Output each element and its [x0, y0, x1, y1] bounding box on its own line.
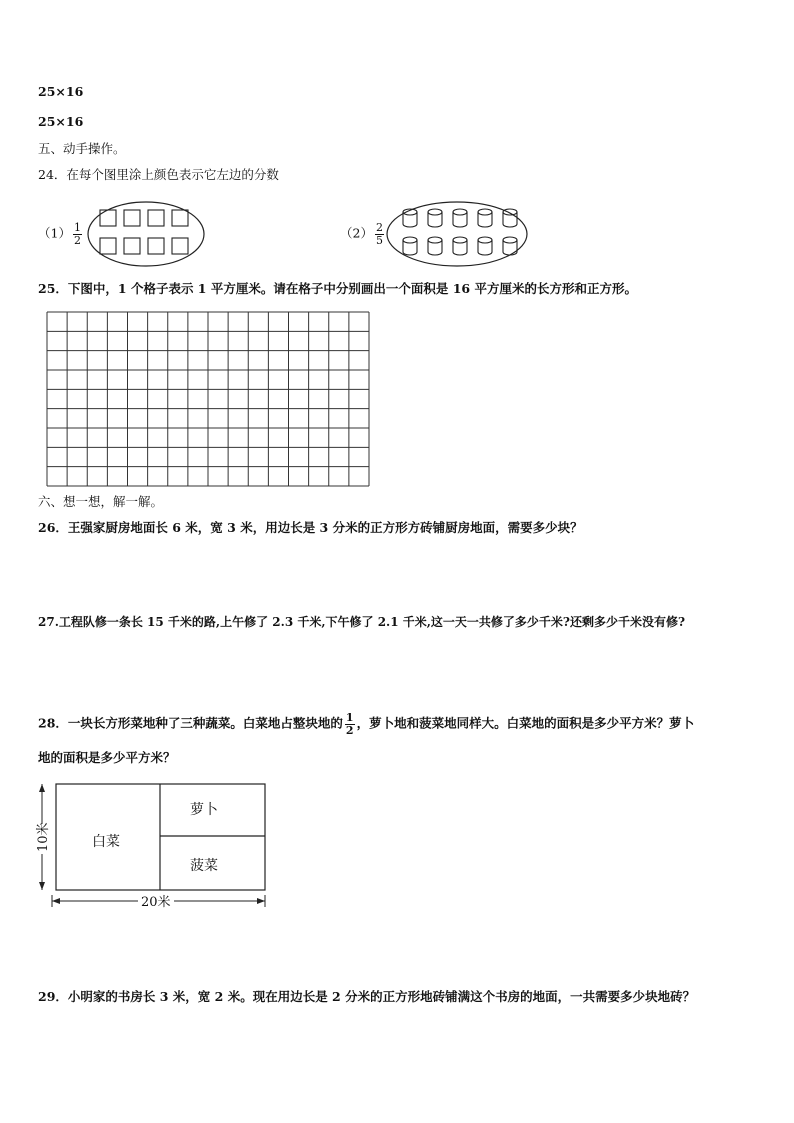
q24-part2-ellipse: [387, 202, 527, 266]
q28-fraction: [345, 712, 355, 736]
q28-text-after: ，萝卜地和菠菜地同样大。白菜地的面积是多少平方米？萝卜: [356, 715, 695, 731]
q24-part1-ellipse: [88, 202, 204, 266]
cylinder-shape[interactable]: [478, 209, 492, 227]
q24-part2: [340, 222, 386, 246]
square-shape[interactable]: [172, 210, 188, 226]
q28-text-line2: 地的面积是多少平方米？: [38, 750, 176, 765]
fraction-numerator: 2: [375, 221, 383, 234]
q24-part2-fraction: [375, 222, 384, 246]
q29-text: 29．小明家的书房长 3 米，宽 2 米。现在用边长是 2 分米的正方形地砖铺满这个书房的地面，一共需要多少块地砖？: [38, 989, 696, 1004]
cylinder-shape[interactable]: [453, 237, 467, 255]
fraction-denominator: 2: [73, 233, 81, 247]
cylinder-shape[interactable]: [428, 209, 442, 227]
square-shape[interactable]: [148, 210, 164, 226]
q24-part1-fraction: [73, 222, 82, 246]
cylinder-shape[interactable]: [478, 237, 492, 255]
cylinder-shape[interactable]: [503, 209, 517, 227]
cylinder-shape[interactable]: [453, 209, 467, 227]
section-6-title: 六、想一想，解一解。: [38, 494, 164, 509]
square-shape[interactable]: [148, 238, 164, 254]
q28-field-diagram: [30, 780, 280, 910]
cylinder-shape[interactable]: [428, 237, 442, 255]
fraction-numerator: 1: [73, 221, 81, 234]
square-shape[interactable]: [100, 238, 116, 254]
width-label: 20米: [141, 895, 171, 910]
square-shape[interactable]: [172, 238, 188, 254]
fraction-denominator: 2: [345, 723, 354, 737]
q24-part1: [38, 222, 84, 246]
q28-text: [38, 712, 694, 736]
cylinder-shape[interactable]: [403, 237, 417, 255]
label-cabbage: 白菜: [92, 834, 120, 850]
cylinder-shape[interactable]: [403, 209, 417, 227]
section-5-title: 五、动手操作。: [38, 141, 126, 156]
q24-part2-label: （2）: [340, 225, 373, 241]
q28-text-before: 28．一块长方形菜地种了三种蔬菜。白菜地占整块地的: [38, 715, 343, 731]
square-shape[interactable]: [124, 238, 140, 254]
label-spinach: 菠菜: [190, 858, 218, 874]
q26-text: 26．王强家厨房地面长 6 米，宽 3 米，用边长是 3 分米的正方形方砖铺厨房地面，需要多少块？: [38, 520, 583, 535]
q24-part1-figure: [86, 200, 206, 270]
label-radish: 萝卜: [190, 802, 218, 818]
width-arrow-right: [257, 898, 265, 904]
q24-text: 24．在每个图里涂上颜色表示它左边的分数: [38, 167, 279, 182]
height-arrow-top: [39, 784, 45, 792]
calc-item-2: 25×16: [38, 114, 84, 129]
q25-text: 25．下图中，1 个格子表示 1 平方厘米。请在格子中分别画出一个面积是 16 平方厘米的长方形和正方形。: [38, 281, 637, 296]
width-arrow-left: [52, 898, 60, 904]
q25-grid[interactable]: [46, 311, 370, 487]
q24-part1-label: （1）: [38, 225, 71, 241]
q24-part2-figure: [386, 200, 531, 270]
fraction-denominator: 5: [375, 233, 383, 247]
height-arrow-bottom: [39, 882, 45, 890]
calc-item-1: 25×16: [38, 84, 84, 99]
q27-text: 27.工程队修一条长 15 千米的路,上午修了 2.3 千米,下午修了 2.1 千米,这一天一共修了多少千米?还剩多少千米没有修?: [38, 615, 685, 629]
height-label: 10米: [36, 822, 51, 852]
fraction-numerator: 1: [345, 711, 354, 724]
square-shape[interactable]: [124, 210, 140, 226]
